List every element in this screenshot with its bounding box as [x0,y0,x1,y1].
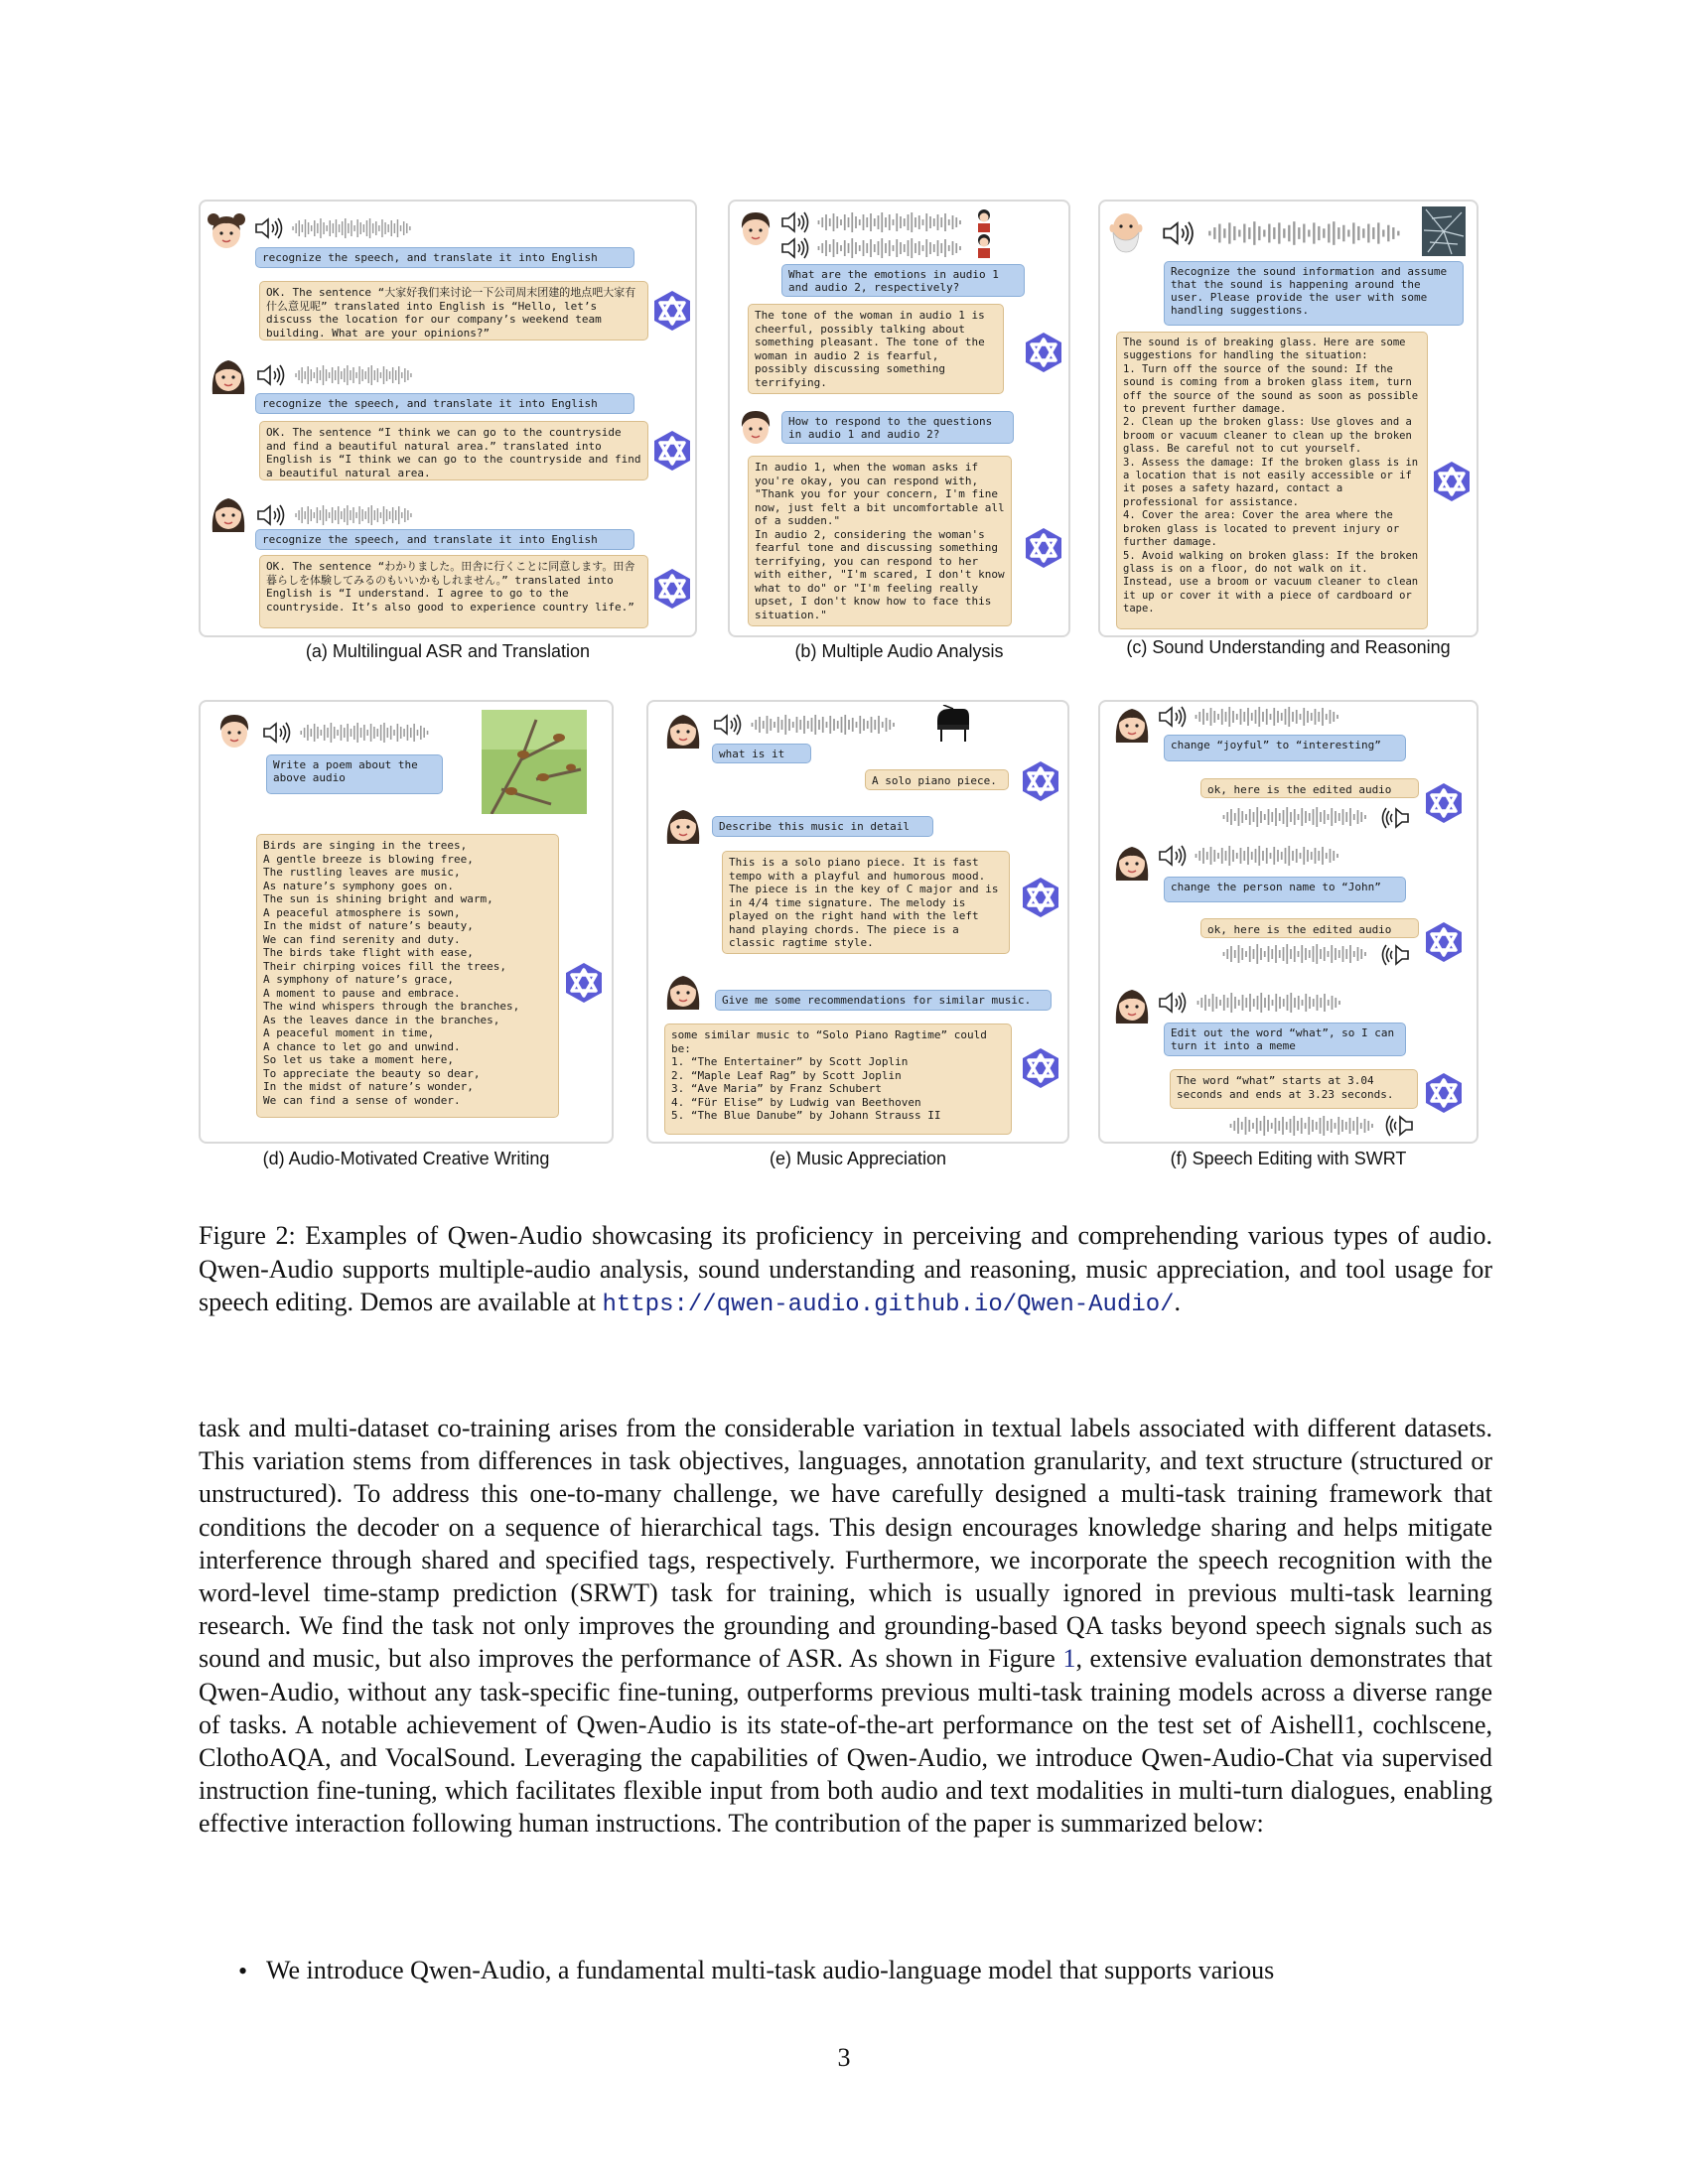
panel-caption: (a) Multilingual ASR and Translation [305,641,591,661]
speaker-icon[interactable] [780,210,812,234]
waveform-icon [750,714,899,736]
edited-waveform-icon [1228,1115,1377,1137]
query-bubble: recognize the speech, and translate it into English [255,247,634,268]
query-bubble: Recognize the sound information and assume that the sound is happening around the user. Please provide the user with some handling suggestions. [1164,261,1464,326]
speaker-icon[interactable] [262,721,294,745]
speaker-icon[interactable] [1158,705,1190,729]
query-bubble: Give me some recommendations for similar music. [715,990,1052,1011]
waveform-icon [299,722,432,744]
answer-bubble: OK. The sentence “大家好我们来讨论一下公司周末团建的地点吧大家有什么意见呢” translated into English is “Hello, let’s discuss the location for our company’s weekend team building. What are your opinions?” [259,281,648,341]
figure-caption-text: Examples of Qwen-Audio showcasing its proficiency in perceiving and comprehending various types of audio. Qwen-Audio supports multiple-audio analysis, sound understanding and reasoning, music appreciation, and tool usage for speech editing. Demos are available at [199,1221,1492,1316]
old-man-avatar-icon [1106,206,1146,258]
waveform-icon [816,211,965,233]
figure-caption [199,1219,1492,1322]
speaker-icon[interactable] [1162,219,1197,247]
answer-bubble: A solo piano piece. [865,769,1009,790]
bullet-item: We introduce Qwen-Audio, a fundamental multi-task audio-language model that supports various [266,1956,1275,1984]
panel-caption: (f) Speech Editing with SWRT [1170,1149,1407,1168]
page-number: 3 [837,2043,851,2072]
girl-avatar-icon [209,492,248,536]
query-bubble: Edit out the word “what”, so I can turn it into a meme [1164,1023,1406,1056]
boy-avatar-icon [736,405,775,449]
speaker-icon[interactable] [256,503,288,527]
woman-avatar-icon [663,804,703,848]
bullet-icon: • [238,1957,248,1985]
body-text: , extensive evaluation demonstrates that Qwen-Audio, without any task-specific fine-tuning, outperforms previous multi-task training models across a diverse range of tasks. A notable achievement of Qwen-Audio is its state-of-the-art performance on the test set of Aishell1, cochlscene, ClothoAQA, and VocalSound. Leveraging the capabilities of Qwen-Audio, we introduce Qwen-Audio-Chat via supervised instruction fine-tuning, which facilitates flexible input from both audio and text modalities in multi-turn dialogues, enabling effective interaction following human instructions. The contribution of the paper is summarized below: [199,1644,1492,1839]
speaker-icon[interactable] [1158,991,1190,1015]
query-bubble: what is it [712,744,811,763]
speaker-icon[interactable] [1158,844,1190,868]
answer-bubble: This is a solo piano piece. It is fast tempo with a playful and humorous mood. The piece is in the key of C major and is in 4/4 time signature. The melody is played on the right hand with the left hand playing chords. The piece is a classic ragtime style. [722,851,1010,954]
query-bubble: change “joyful” to “interesting” [1164,735,1406,761]
boy-avatar-icon [214,709,254,752]
waveform-icon [1196,992,1344,1014]
answer-bubble: ok, here is the edited audio [1200,778,1419,798]
waveform-icon [1206,220,1405,246]
waveform-icon [1194,845,1342,867]
figure-label: Figure 2: [199,1221,296,1250]
query-bubble: recognize the speech, and translate it into English [255,393,634,414]
play-audio-icon[interactable] [1378,943,1410,967]
answer-bubble: The word “what” starts at 3.04 seconds and ends at 3.23 seconds. [1170,1069,1418,1109]
play-audio-icon[interactable] [1378,806,1410,830]
qwen-logo-icon [1019,1046,1062,1090]
answer-bubble: OK. The sentence “わかりました。田舎に行くことに同意します。田舎暮らしを体験してみるのもいいかもしれません。” translated into English is “I understand. I agree to go to the countryside. It’s also good to experience country life.” [259,555,648,628]
qwen-logo-icon [650,289,694,333]
body-text: task and multi-dataset co-training arises from the considerable variation in textual labels associated with different datasets. This variation stems from differences in task objectives, languages, annotation granularity, and text structure (structured or unstructured). To address this one-to-many challenge, we have carefully designed a multi-task training framework that conditions the decoder on a sequence of hierarchical tags. This design encourages knowledge sharing and helps mitigate interference through shared and specified tags, respectively. Furthermore, we incorporate the speech recognition with the word-level time-stamp prediction (SRWT) task for training, which is usually ignored in previous multi-task learning research. We find the task not only improves the grounding and grounding-based QA tasks beyond speech signals such as sound and music, but also improves the performance of ASR. As shown in Figure [199,1414,1492,1674]
demo-link[interactable]: https://qwen-audio.github.io/Qwen-Audio/ [602,1292,1175,1318]
answer-bubble: The sound is of breaking glass. Here are some suggestions for handling the situation: 1. Turn off the source of the sound: If the sound is coming from a broken glass item, turn off the source of the sound as soon as possible to prevent further damage. 2. Clean up the broken glass: Use gloves and a broom or vacuum cleaner to clean up the broken glass. Be careful not to cut yourself. 3. Assess the damage: If the broken glass is in a location that is not easily accessible or if it poses a safety hazard, contact a professional for assistance. 4. Cover the area: Cover the area where the broken glass is located to prevent injury or further damage. 5. Avoid walking on broken glass: If the broken glass is on a floor, do not walk on it. Instead, use a broom or vacuum cleaner to clean it up or cover it with a piece of cardboard or tape. [1116,332,1428,629]
broken-glass-image [1422,206,1466,256]
panel-caption: (d) Audio-Motivated Creative Writing [262,1149,550,1168]
waveform-icon [291,217,414,239]
qwen-logo-icon [1430,460,1474,503]
query-bubble: change the person name to “John” [1164,877,1406,902]
qwen-logo-icon [1019,876,1062,919]
body-paragraph [199,1412,1492,1841]
qwen-logo-icon [1019,759,1062,803]
birds-in-tree-image [482,710,587,814]
answer-bubble: The tone of the woman in audio 1 is cheerful, possibly talking about something pleasant. The tone of the woman in audio 2 is fearful, possibly discussing something terrifying. [748,304,1004,394]
panel-caption: (e) Music Appreciation [769,1149,947,1168]
qwen-logo-icon [1422,781,1466,825]
answer-bubble: Birds are singing in the trees, A gentle breeze is blowing free, The rustling leaves are music, As nature’s symphony goes on. The sun is shining bright and warm, A peaceful atmosphere is sown, In the midst of nature’s beauty, We can find serenity and duty. The birds take flight with ease, Their chirping voices fill the trees, A symphony of nature’s grace, A moment to pause and embrace. The wind whispers through the branches, As the leaves dance in the branches, A peaceful moment in time, A chance to let go and unwind. So let us take a moment here, To appreciate the beauty so dear, In the midst of nature’s wonder, We can find a sense of wonder. [256,834,559,1118]
piano-icon [933,705,973,745]
speaker-icon[interactable] [256,363,288,387]
waveform-icon [816,237,965,259]
waveform-icon [1194,706,1342,728]
girl-avatar-icon [209,354,248,398]
query-bubble: recognize the speech, and translate it into English [255,529,634,550]
edited-waveform-icon [1221,943,1370,965]
answer-bubble: OK. The sentence “I think we can go to the countryside and find a beautiful natural area.” translated into English is “I think we can go to the countryside and find a beautiful natural area. [259,421,648,480]
speaker-icon[interactable] [713,713,745,737]
figure-reference-link[interactable]: 1 [1062,1644,1076,1674]
woman-avatar-icon [663,970,703,1014]
query-bubble: How to respond to the questions in audio 1 and audio 2? [781,411,1014,444]
waveform-icon [294,504,415,526]
panel-caption: (c) Sound Understanding and Reasoning [1126,637,1451,657]
qwen-logo-icon [562,961,606,1005]
woman-avatar-icon [1112,984,1152,1027]
answer-bubble: some similar music to “Solo Piano Ragtime” could be: 1. “The Entertainer” by Scott Joplin 2. “Maple Leaf Rag” by Scott Joplin 3. “Ave Maria” by Franz Schubert 4. “Für Elise” by Ludwig van Beethoven 5. “The Blue Danube” by Johann Strauss II [664,1024,1012,1135]
woman-avatar-icon [663,709,703,752]
woman-avatar-icon [1112,841,1152,885]
answer-bubble: ok, here is the edited audio [1200,918,1419,938]
boy-avatar-icon [736,206,775,250]
speaker-icon[interactable] [780,236,812,260]
girl-avatar-icon [207,210,246,254]
qwen-logo-icon [650,567,694,611]
answer-bubble: In audio 1, when the woman asks if you're okay, you can respond with, "Thank you for your concern, I'm fine now, just felt a bit uncomfortable all of a sudden." In audio 2, considering the woman's fearful tone and discussing something terrifying, you can respond to her with either, "I'm scared, I don't know what to do" or "I'm feeling really upset, I don't know how to face this situation." [748,456,1012,626]
speaker-icon[interactable] [254,216,286,240]
query-bubble: Write a poem about the above audio [266,754,443,794]
query-bubble: What are the emotions in audio 1 and audio 2, respectively? [781,264,1025,297]
qwen-logo-icon [1022,526,1065,570]
qwen-logo-icon [1022,331,1065,374]
qwen-logo-icon [1422,920,1466,964]
qwen-logo-icon [650,429,694,473]
figure-caption-end: . [1174,1288,1182,1316]
waveform-icon [294,364,415,386]
woman-figure-icon [973,207,995,261]
qwen-logo-icon [1422,1071,1466,1115]
play-audio-icon[interactable] [1382,1114,1414,1138]
woman-avatar-icon [1112,703,1152,747]
query-bubble: Describe this music in detail [712,816,933,837]
panel-caption: (b) Multiple Audio Analysis [794,641,1004,661]
edited-waveform-icon [1221,806,1370,828]
